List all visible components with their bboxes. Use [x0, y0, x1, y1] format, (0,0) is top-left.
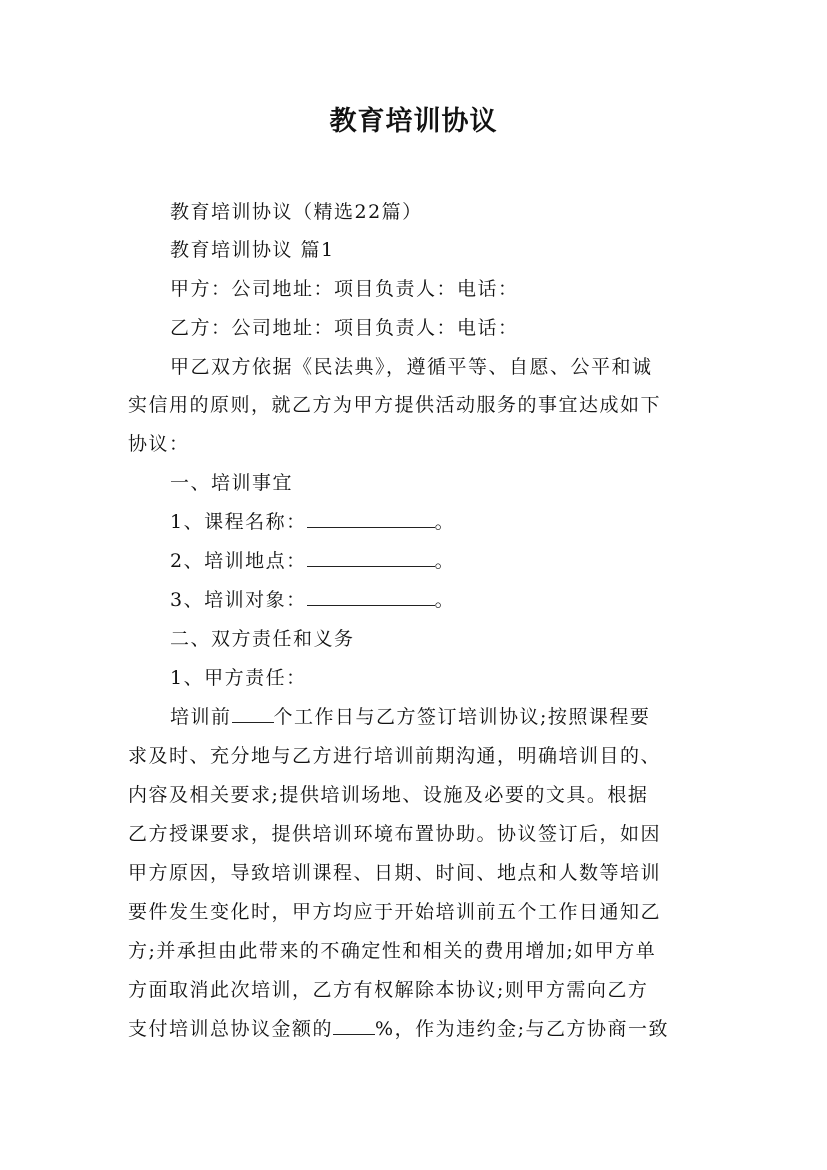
list-item	[170, 542, 455, 580]
item-end: 。	[434, 550, 456, 572]
body-line-1	[170, 698, 650, 736]
body-text: %，作为违约金;与乙方协商一致	[375, 1018, 669, 1040]
body-line-5: 甲方原因，导致培训课程、日期、时间、地点和人数等培训	[128, 862, 662, 884]
item-label: 1、课程名称：	[170, 511, 307, 533]
fill-in-blank	[307, 585, 435, 606]
body-line-3: 内容及相关要求;提供培训场地、设施及必要的文具。根据	[128, 784, 649, 806]
body-line-6: 要件发生变化时，甲方均应于开始培训前五个工作日通知乙	[128, 901, 662, 923]
item-label: 3、培训对象：	[170, 589, 307, 611]
party-a-line: 甲方：公司地址：项目负责人：电话：	[170, 278, 519, 300]
body-text: 支付培训总协议金额的	[128, 1018, 334, 1040]
document-subtitle: 教育培训协议（精选22篇）	[170, 201, 423, 223]
section-heading: 教育培训协议 篇1	[170, 239, 335, 261]
body-line-8: 方面取消此次培训，乙方有权解除本协议;则甲方需向乙方	[128, 979, 649, 1001]
fill-in-blank	[333, 1014, 375, 1035]
part1-heading: 一、培训事宜	[170, 472, 294, 494]
intro-line-1: 甲乙双方依据《民法典》，遵循平等、自愿、公平和诚	[170, 356, 653, 378]
body-text: 个工作日与乙方签订培训协议;按照课程要	[273, 706, 651, 728]
fill-in-blank	[307, 546, 435, 567]
body-text: 培训前	[170, 706, 232, 728]
intro-line-3: 协议：	[128, 433, 190, 455]
body-line-4: 乙方授课要求，提供培训环境布置协助。协议签订后，如因	[128, 823, 662, 845]
body-line-9	[128, 1010, 669, 1048]
body-line-2: 求及时、充分地与乙方进行培训前期沟通，明确培训目的、	[128, 745, 662, 767]
list-item	[170, 581, 455, 619]
fill-in-blank	[232, 702, 274, 723]
document-title: 教育培训协议	[329, 106, 498, 137]
part2-sub-heading: 1、甲方责任：	[170, 667, 307, 689]
list-item	[170, 503, 455, 541]
item-label: 2、培训地点：	[170, 550, 307, 572]
party-b-line: 乙方：公司地址：项目负责人：电话：	[170, 317, 519, 339]
intro-line-2: 实信用的原则，就乙方为甲方提供活动服务的事宜达成如下	[128, 394, 662, 416]
item-end: 。	[434, 511, 456, 533]
fill-in-blank	[307, 507, 435, 528]
part2-heading: 二、双方责任和义务	[170, 628, 355, 650]
item-end: 。	[434, 589, 456, 611]
body-line-7: 方;并承担由此带来的不确定性和相关的费用增加;如甲方单	[128, 940, 657, 962]
